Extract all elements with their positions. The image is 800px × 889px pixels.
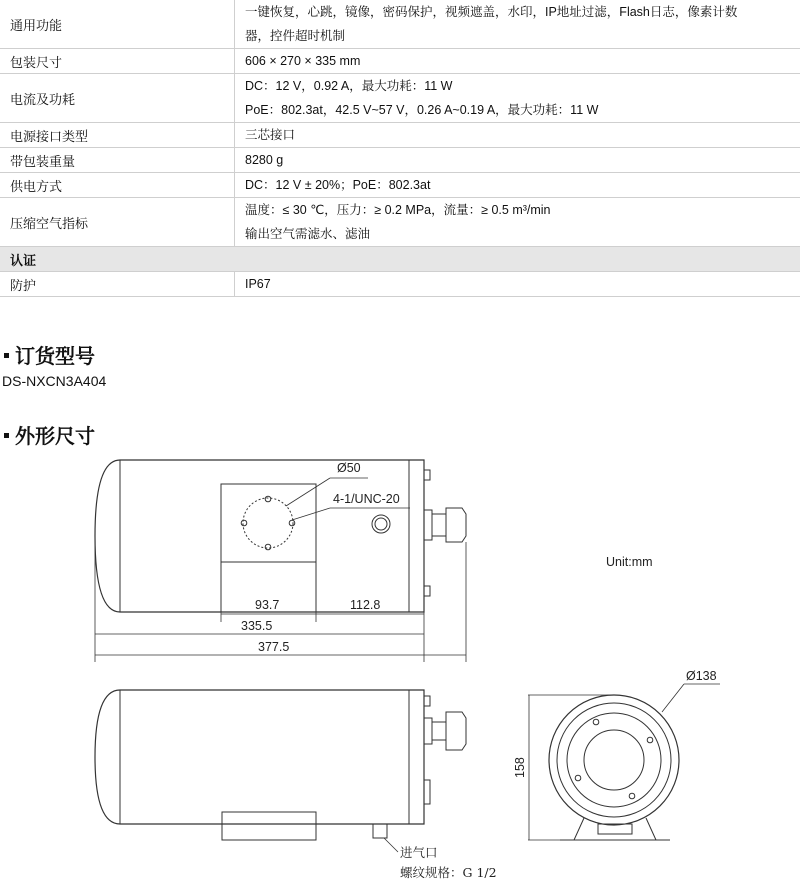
thread-spec-label: 螺纹规格：G 1/2: [400, 865, 497, 880]
dim-thread: 4-1/UNC-20: [333, 492, 400, 506]
bullet-icon: [4, 433, 9, 438]
spec-value: [235, 198, 800, 247]
spec-label: 通用功能: [0, 0, 235, 49]
bullet-icon: [4, 353, 9, 358]
spec-label: 包装尺寸: [0, 49, 235, 74]
unit-label: Unit:mm: [606, 555, 653, 569]
spec-value-line: 器，控件超时机制: [245, 29, 346, 43]
dim-93-7: 93.7: [255, 598, 280, 612]
spec-value-line: 8280 g: [245, 153, 284, 167]
dim-377-5: 377.5: [258, 640, 290, 654]
spec-value-line: PoE：802.3at，42.5 V~57 V，0.26 A~0.19 A，最大功耗：11 W: [245, 103, 599, 117]
spec-value-line: IP67: [245, 277, 271, 291]
spec-value: [235, 173, 800, 198]
air-inlet-label: 进气口: [400, 845, 438, 860]
spec-row: [0, 148, 800, 173]
spec-label: 压缩空气指标: [0, 198, 235, 247]
spec-row: [0, 0, 800, 49]
camera-top-view: [95, 690, 466, 852]
spec-value: [235, 148, 800, 173]
model-number: DS-NXCN3A404: [2, 373, 107, 389]
spec-label: 防护: [0, 272, 235, 297]
spec-value-line: 606 × 270 × 335 mm: [245, 54, 361, 68]
spec-label: 电流及功耗: [0, 74, 235, 123]
spec-value: [235, 74, 800, 123]
section-row: [0, 247, 800, 272]
spec-label: 带包装重量: [0, 148, 235, 173]
spec-value: [235, 272, 800, 297]
camera-side-view: [95, 460, 466, 662]
order-heading: [2, 340, 95, 369]
spec-table: [0, 0, 800, 297]
spec-label: 供电方式: [0, 173, 235, 198]
camera-end-view: [528, 684, 720, 840]
spec-row: [0, 74, 800, 123]
spec-value-line: 三芯接口: [245, 128, 296, 142]
spec-value: [235, 49, 800, 74]
dim-phi50: Ø50: [337, 461, 361, 475]
spec-row: [0, 49, 800, 74]
spec-row: [0, 272, 800, 297]
spec-row: [0, 198, 800, 247]
dim-112-8: 112.8: [350, 598, 381, 612]
dim-158: 158: [513, 757, 527, 778]
dim-335-5: 335.5: [241, 619, 273, 633]
spec-label: 电源接口类型: [0, 123, 235, 148]
spec-value-line: 温度：≤ 30 ℃，压力：≥ 0.2 MPa，流量：≥ 0.5 m³/min: [245, 203, 551, 217]
dimension-drawing: [0, 450, 800, 889]
spec-value: [235, 0, 800, 49]
spec-value-line: 一键恢复，心跳，镜像，密码保护，视频遮盖，水印，IP地址过滤，Flash日志，像素计数: [245, 5, 738, 19]
spec-value-line: 输出空气需滤水、滤油: [245, 227, 371, 241]
dims-heading-text: 外形尺寸: [15, 426, 95, 448]
dims-heading: [2, 420, 95, 449]
spec-value-line: DC：12 V ± 20%；PoE：802.3at: [245, 178, 431, 192]
spec-row: [0, 123, 800, 148]
order-heading-text: 订货型号: [15, 346, 95, 368]
spec-value: [235, 123, 800, 148]
spec-value-line: DC：12 V，0.92 A，最大功耗：11 W: [245, 79, 453, 93]
spec-row: [0, 173, 800, 198]
section-title: 认证: [0, 247, 800, 272]
dim-phi138: Ø138: [686, 669, 717, 683]
